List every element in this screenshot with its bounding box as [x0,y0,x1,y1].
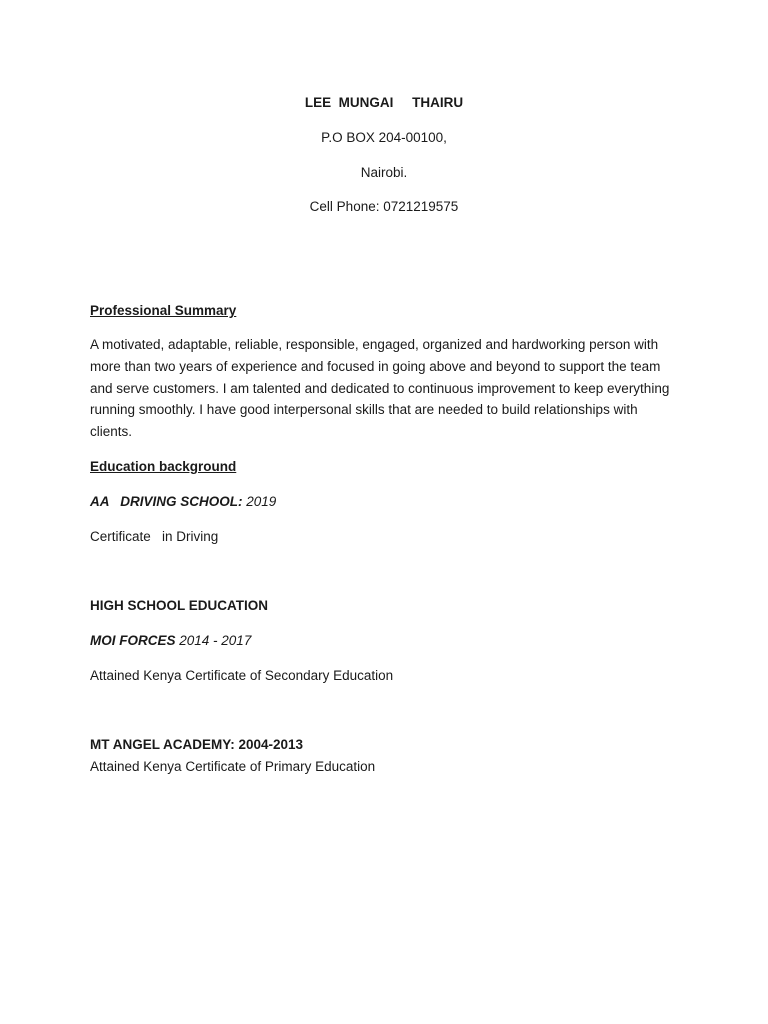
summary-text: A motivated, adaptable, reliable, responsible, engaged, organized and hardworking person with more than two years of experience and focused in going above and beyond to support the team and serve customers. I am talented and dedicated to continuous improvement to keep everything running smoothly. I have good interpersonal skills that are needed to build relationships with clients. [90,337,670,440]
address-line-1: P.O BOX 204-00100, [321,130,447,145]
driving-school-entry [90,493,276,511]
phone-number: Cell Phone: 0721219575 [309,199,459,214]
education-heading: Education background [90,459,237,474]
candidate-name: LEE MUNGAI THAIRU [304,95,464,110]
driving-school-name: AA DRIVING SCHOOL: [90,494,243,509]
primary-school-entry: MT ANGEL ACADEMY: 2004-2013 [90,737,304,752]
primary-school-detail: Attained Kenya Certificate of Primary Education [90,759,376,774]
driving-school-year: 2019 [242,494,277,509]
address-line-2: Nairobi. [360,165,408,180]
high-school-years: 2014 - 2017 [175,633,252,648]
high-school-detail: Attained Kenya Certificate of Secondary Education [90,668,394,683]
driving-certificate: Certificate in Driving [90,529,219,544]
high-school-label: HIGH SCHOOL EDUCATION [90,598,269,613]
high-school-entry [90,632,251,650]
summary-heading: Professional Summary [90,303,237,318]
high-school-name: MOI FORCES [90,633,176,648]
